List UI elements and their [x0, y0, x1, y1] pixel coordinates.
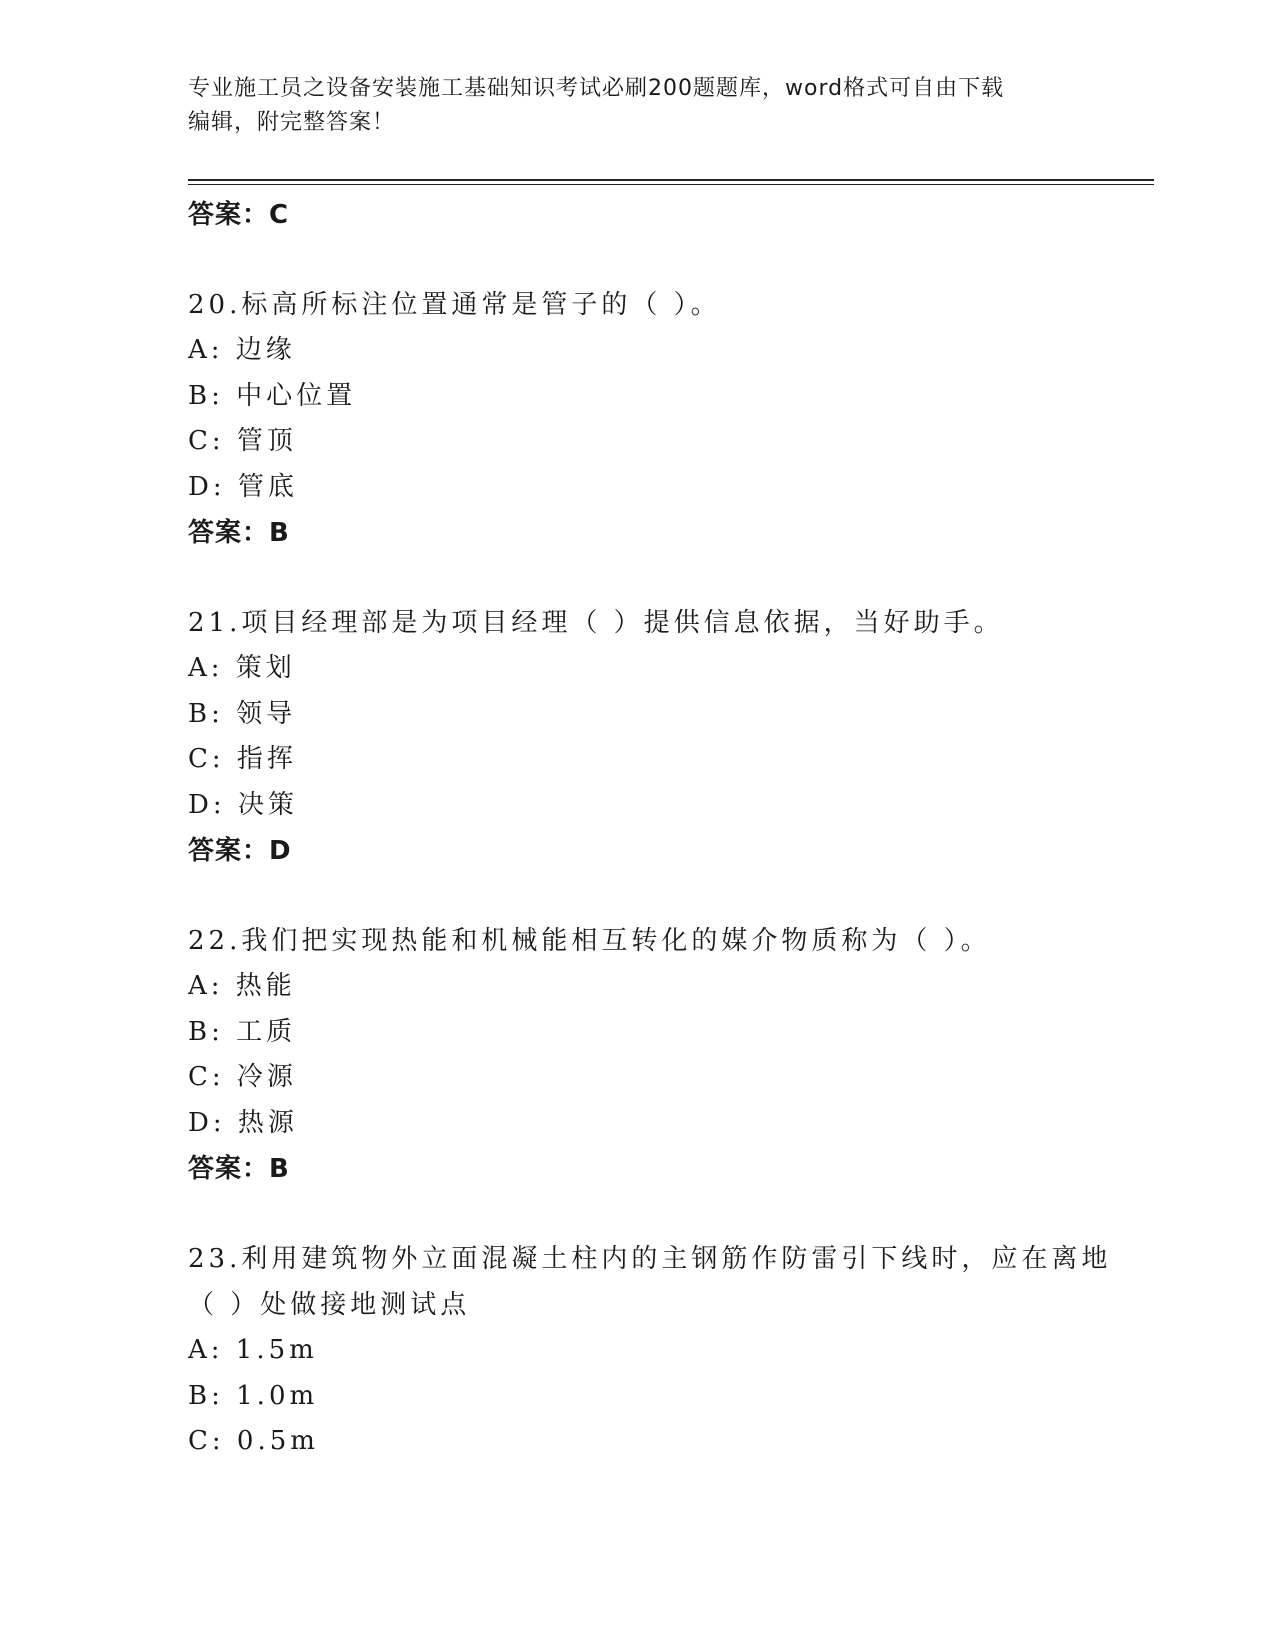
option-c: C: 0.5m — [188, 1426, 319, 1456]
question-text: 20.标高所标注位置通常是管子的（ ）。 — [188, 290, 721, 320]
option-b: B: 中心位置 — [188, 380, 357, 411]
option-b: B: 1.0m — [188, 1380, 319, 1411]
option-a: A: 热能 — [188, 971, 296, 1001]
answer-line: 答案：C — [188, 200, 290, 230]
option-b: B: 领导 — [188, 698, 297, 729]
header-divider-thin — [188, 184, 1154, 185]
answer-line: 答案：B — [188, 518, 290, 548]
option-c: C: 冷源 — [188, 1062, 297, 1092]
header-line-1: 专业施工员之设备安装施工基础知识考试必刷200题题库，word格式可自由下载 — [188, 76, 1005, 101]
header-line-2: 编辑，附完整答案！ — [188, 110, 396, 135]
question-23 — [188, 1236, 1148, 1465]
question-20 — [188, 282, 1148, 556]
answer-line: 答案：B — [188, 1154, 290, 1184]
option-d: D: 决策 — [188, 789, 298, 820]
option-d: D: 热源 — [188, 1107, 298, 1138]
question-list — [188, 192, 1148, 1465]
document-header — [188, 72, 1088, 140]
question-text-line-2: （ ）处做接地测试点 — [188, 1290, 471, 1320]
option-a: A: 1.5m — [188, 1335, 318, 1365]
header-divider-thick — [188, 179, 1154, 181]
question-text-line-1: 23.利用建筑物外立面混凝土柱内的主钢筋作防雷引下线时，应在离地 — [188, 1244, 1112, 1274]
option-a: A: 边缘 — [188, 335, 296, 365]
question-text: 21.项目经理部是为项目经理（ ）提供信息依据，当好助手。 — [188, 608, 1004, 638]
option-d: D: 管底 — [188, 471, 298, 502]
option-b: B: 工质 — [188, 1016, 297, 1047]
option-a: A: 策划 — [188, 653, 296, 683]
question-22 — [188, 918, 1148, 1192]
answer-line: 答案：D — [188, 836, 292, 866]
option-c: C: 管顶 — [188, 426, 297, 456]
question-text: 22.我们把实现热能和机械能相互转化的媒介物质称为（ ）。 — [188, 926, 991, 956]
option-c: C: 指挥 — [188, 744, 297, 774]
question-21 — [188, 600, 1148, 874]
